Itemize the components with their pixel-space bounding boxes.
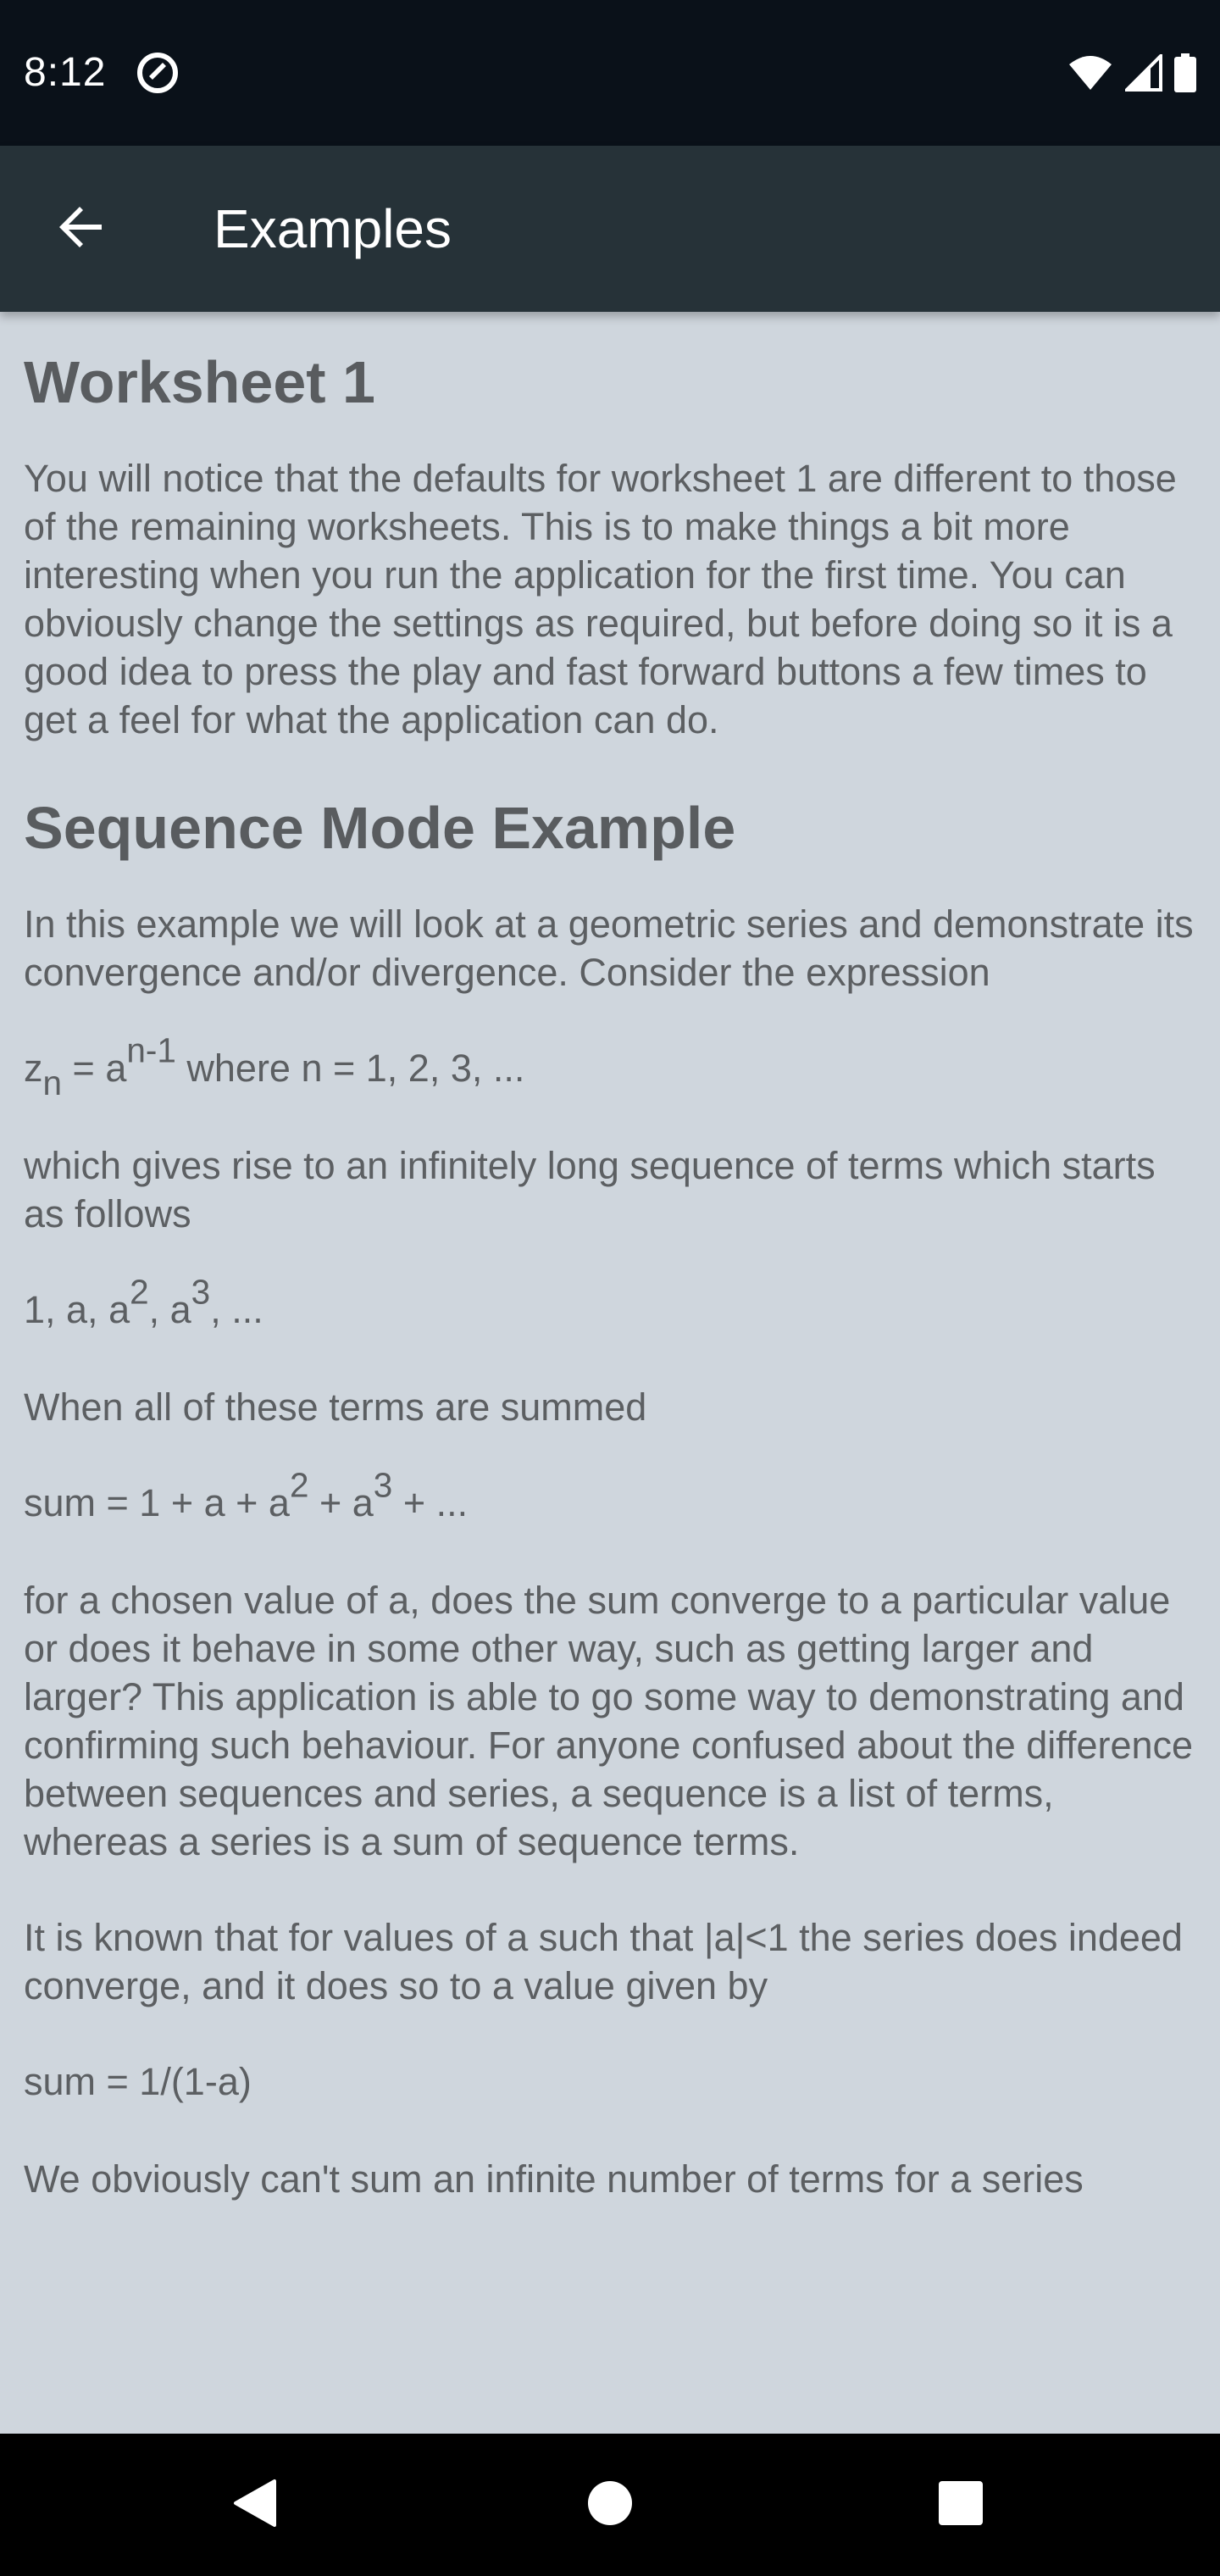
status-time: 8:12 [24, 50, 107, 95]
page-title: Examples [214, 198, 452, 259]
formula-rest: where n = 1, 2, 3, ... [175, 1046, 525, 1090]
worksheet-heading: Worksheet 1 [24, 349, 375, 415]
formula-eq-a: = a [62, 1046, 127, 1090]
wifi-icon [1068, 54, 1113, 96]
terms-start: 1, a, a [24, 1288, 130, 1331]
formula-limit: sum = 1/(1-a) [24, 2060, 252, 2103]
arrow-back-icon [54, 200, 108, 258]
formula-terms [24, 1272, 1196, 1334]
sync-icon [134, 49, 181, 97]
nav-back-button[interactable] [217, 2468, 291, 2542]
terms-mid: , a [148, 1288, 191, 1331]
sum-sup-3: 3 [373, 1465, 393, 1505]
status-icons [1068, 51, 1196, 98]
worksheet-paragraph: You will notice that the defaults for worksheet 1 are different to those of the remaining worksheets. This is to make things a bit more interesting when you run the application for the first time. You can obviously change the settings as required, but before doing so it is a good idea to press the play and fast forward buttons a few times to get a feel for what the application can do. [24, 457, 1177, 741]
formula-z: z [24, 1046, 43, 1090]
nav-recents-button[interactable] [923, 2468, 998, 2542]
sum-mid: + a [308, 1481, 374, 1524]
signal-icon [1125, 54, 1162, 96]
intro-paragraph: In this example we will look at a geometric series and demonstrate its convergence and/or divergence. Consider the expression [24, 902, 1194, 994]
gives-rise-paragraph: which gives rise to an infinitely long sequence of terms which starts as follows [24, 1144, 1156, 1235]
nav-home-icon [586, 2479, 634, 2531]
terms-sup-2: 2 [130, 1272, 149, 1312]
formula-sup-n1: n-1 [126, 1030, 176, 1070]
converge-paragraph: for a chosen value of a, does the sum converge to a particular value or does it behave in some other way, such as getting larger and larger? This application is able to go some way to demonstrating and confirming such behaviour. For anyone confused about the difference between sequences and series, a sequence is a list of terms, whereas a series is a sum of sequence terms. [24, 1579, 1194, 1863]
formula-zn [24, 1030, 1196, 1103]
terms-end: , ... [210, 1288, 263, 1331]
cut-paragraph: We obviously can't sum an infinite number of terms for a series [24, 2157, 1084, 2201]
sum-end: + ... [392, 1481, 469, 1524]
sum-sup-2: 2 [289, 1465, 309, 1505]
summed-paragraph: When all of these terms are summed [24, 1385, 647, 1429]
known-paragraph: It is known that for values of a such that |a|<1 the series does indeed converge, and it does so to a value given by [24, 1916, 1183, 2007]
formula-sum [24, 1465, 1196, 1527]
terms-sup-3: 3 [191, 1272, 211, 1312]
nav-back-icon [230, 2478, 278, 2533]
status-bar [0, 0, 1220, 146]
back-button[interactable] [41, 188, 122, 269]
nav-home-button[interactable] [573, 2468, 647, 2542]
battery-icon [1174, 53, 1196, 97]
sum-start: sum = 1 + a + a [24, 1481, 290, 1524]
navigation-bar [0, 2434, 1220, 2576]
nav-recents-icon [937, 2479, 984, 2531]
formula-sub-n: n [42, 1063, 63, 1103]
examples-content[interactable] [0, 312, 1220, 2434]
sequence-heading: Sequence Mode Example [24, 795, 736, 861]
app-bar [0, 146, 1220, 312]
